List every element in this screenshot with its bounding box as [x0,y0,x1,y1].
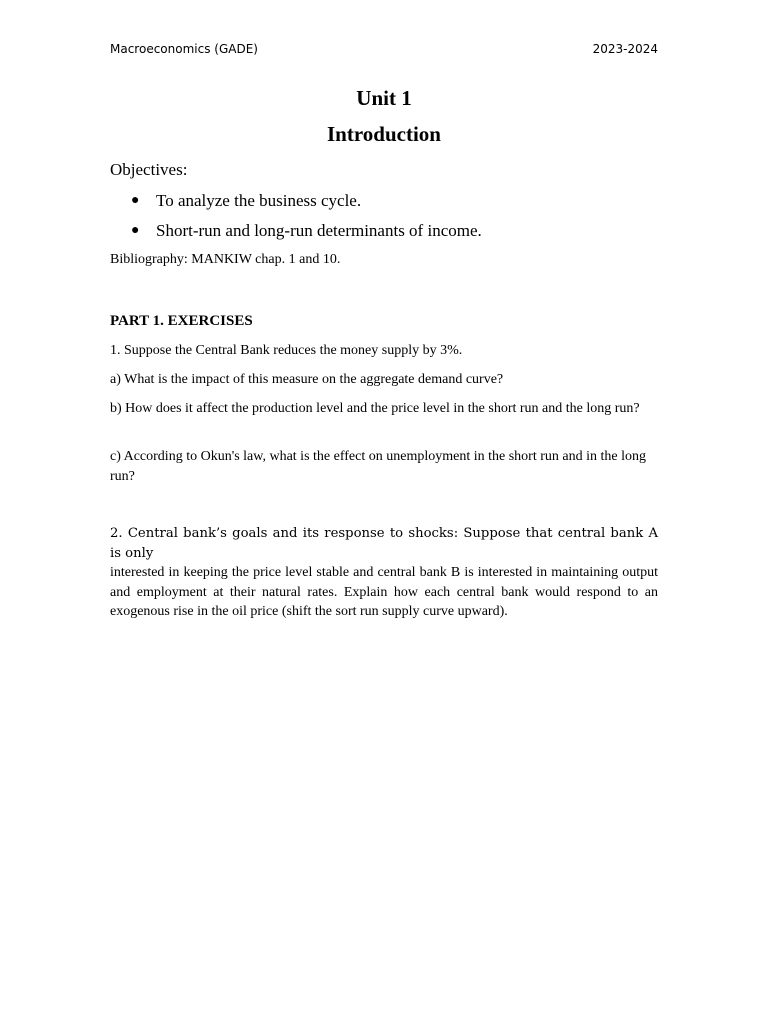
question-2-lead: 2. Central bank’s goals and its response to shocks: Suppose that central bank A is only [110,526,658,561]
objective-text: To analyze the business cycle. [156,191,362,210]
bullet-icon: ● [131,193,140,208]
question-1a: a) What is the impact of this measure on the aggregate demand curve? [110,372,504,387]
objectives-label: Objectives: [110,160,188,179]
unit-title: Unit 1 [356,86,412,110]
question-1c: c) According to Okun's law, what is the effect on unemployment in the short run and in the long run? [110,449,646,484]
question-1b: b) How does it affect the production level and the price level in the short run and the long run? [110,401,640,416]
question-2-body: interested in keeping the price level stable and central bank B is interested in maintaining output and employment at their natural rates. Explain how each central bank would respond to an exogenous rise in the oil price (shift the sort run supply curve upward). [110,565,658,619]
list-item [110,190,658,220]
course-name: Macroeconomics (GADE) [110,42,258,56]
section-title: Introduction [327,122,441,146]
question-1-statement: 1. Suppose the Central Bank reduces the money supply by 3%. [110,343,463,358]
objectives-list [110,190,658,250]
list-item [110,220,658,250]
page-header [110,42,658,62]
academic-year: 2023-2024 [592,42,658,56]
question-2 [110,524,658,622]
bullet-icon: ● [131,223,140,238]
part-title: PART 1. EXERCISES [110,313,253,329]
bibliography: Bibliography: MANKIW chap. 1 and 10. [110,252,341,267]
objective-text: Short-run and long-run determinants of income. [156,221,482,240]
